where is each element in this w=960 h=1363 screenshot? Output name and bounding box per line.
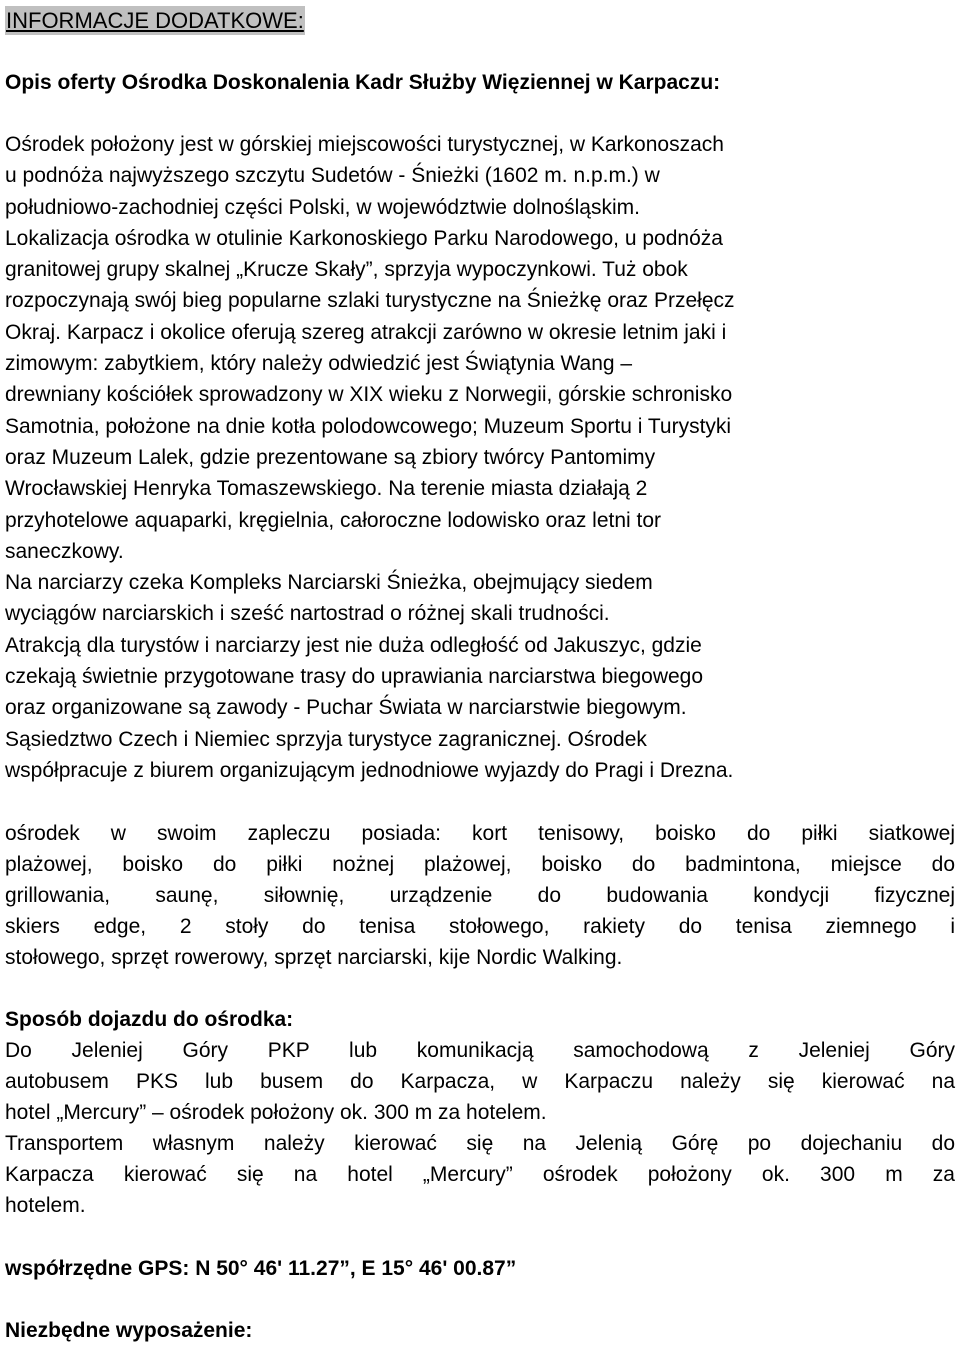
section-heading: INFORMACJE DODATKOWE: (6, 8, 304, 33)
text-line: skiers edge, 2 stoły do tenisa stołowego, rakiety do tenisa ziemnego i (5, 915, 955, 939)
directions-title: Sposób dojazdu do ośrodka: (5, 1008, 294, 1032)
text-line: oraz Muzeum Lalek, gdzie prezentowane są zbiory twórcy Pantomimy (5, 445, 656, 469)
text-line: autobusem PKS lub busem do Karpacza, w Karpaczu należy się kierować na (5, 1070, 955, 1094)
text-line: saneczkowy. (5, 539, 124, 563)
document-page (5, 0, 955, 1346)
text-line: Transportem własnym należy kierować się na Jelenią Górę po dojechaniu do (5, 1132, 955, 1156)
text-line: rozpoczynają swój bieg popularne szlaki turystyczne na Śnieżkę oraz Przełęcz (5, 289, 735, 313)
text-line: grillowania, saunę, siłownię, urządzenie do budowania kondycji fizycznej (5, 884, 955, 908)
text-line: Lokalizacja ośrodka w otulinie Karkonoskiego Parku Narodowego, u podnóża (5, 226, 723, 250)
text-line: hotelem. (5, 1194, 86, 1218)
facilities-paragraph (5, 818, 955, 973)
text-line: Ośrodek położony jest w górskiej miejscowości turystycznej, w Karkonoszach (5, 133, 724, 156)
text-line: zimowym: zabytkiem, który należy odwiedzić jest Świątynia Wang – (5, 352, 633, 376)
text-line: Do Jeleniej Góry PKP lub komunikacją samochodową z Jeleniej Góry (5, 1039, 955, 1063)
text-line: Atrakcją dla turystów i narciarzy jest nie duża odległość od Jakuszyc, gdzie (5, 633, 702, 657)
text-line: Na narciarzy czeka Kompleks Narciarski Śnieżka, obejmujący siedem (5, 571, 653, 595)
directions-paragraph-2 (5, 1128, 955, 1221)
text-line: granitowej grupy skalnej „Krucze Skały”, sprzyja wypoczynkowi. Tuż obok (5, 258, 688, 282)
text-line: południowo-zachodniej części Polski, w województwie dolnośląskim. (5, 195, 640, 219)
text-line: Karpacza kierować się na hotel „Mercury” ośrodek położony ok. 300 m za (5, 1163, 955, 1187)
text-line: ośrodek w swoim zapleczu posiada: kort tenisowy, boisko do piłki siatkowej (5, 822, 955, 846)
text-line: wyciągów narciarskich i sześć nartostrad o różnej skali trudności. (5, 602, 610, 626)
text-line: drewniany kościółek sprowadzony w XIX wieku z Norwegii, górskie schronisko (5, 383, 733, 407)
text-line: współpracuje z biurem organizującym jednodniowe wyjazdy do Pragi i Drezna. (5, 758, 734, 782)
text-line: hotel „Mercury” – ośrodek położony ok. 300 m za hotelem. (5, 1101, 547, 1125)
text-line: Sąsiedztwo Czech i Niemiec sprzyja turystyce zagranicznej. Ośrodek (5, 727, 647, 751)
text-line: oraz organizowane są zawody - Puchar Świata w narciarstwie biegowym. (5, 696, 687, 720)
offer-title: Opis oferty Ośrodka Doskonalenia Kadr Służby Więziennej w Karpaczu: (5, 71, 721, 94)
text-line: plażowej, boisko do piłki nożnej plażowej, boisko do badmintona, miejsce do (5, 853, 955, 877)
text-line: Wrocławskiej Henryka Tomaszewskiego. Na terenie miasta działają 2 (5, 477, 648, 501)
description-paragraph (5, 129, 955, 786)
text-line: Okraj. Karpacz i okolice oferują szereg atrakcji zarówno w okresie letnim jaki i (5, 320, 727, 344)
directions-paragraph-1 (5, 1035, 955, 1128)
text-line: u podnóża najwyższego szczytu Sudetów - Śnieżki (1602 m. n.p.m.) w (5, 164, 660, 188)
gps-coordinates: współrzędne GPS: N 50° 46' 11.27”, E 15° 46' 00.87” (5, 1257, 517, 1281)
text-line: czekają świetnie przygotowane trasy do uprawiania narciarstwa biegowego (5, 665, 704, 689)
text-line: stołowego, sprzęt rowerowy, sprzęt narciarski, kije Nordic Walking. (5, 946, 623, 970)
text-line: Samotnia, położone na dnie kotła polodowcowego; Muzeum Sportu i Turystyki (5, 414, 732, 438)
equipment-title: Niezbędne wyposażenie: (5, 1319, 253, 1343)
text-line: przyhotelowe aquaparki, kręgielnia, całoroczne lodowisko oraz letni tor (5, 508, 662, 532)
